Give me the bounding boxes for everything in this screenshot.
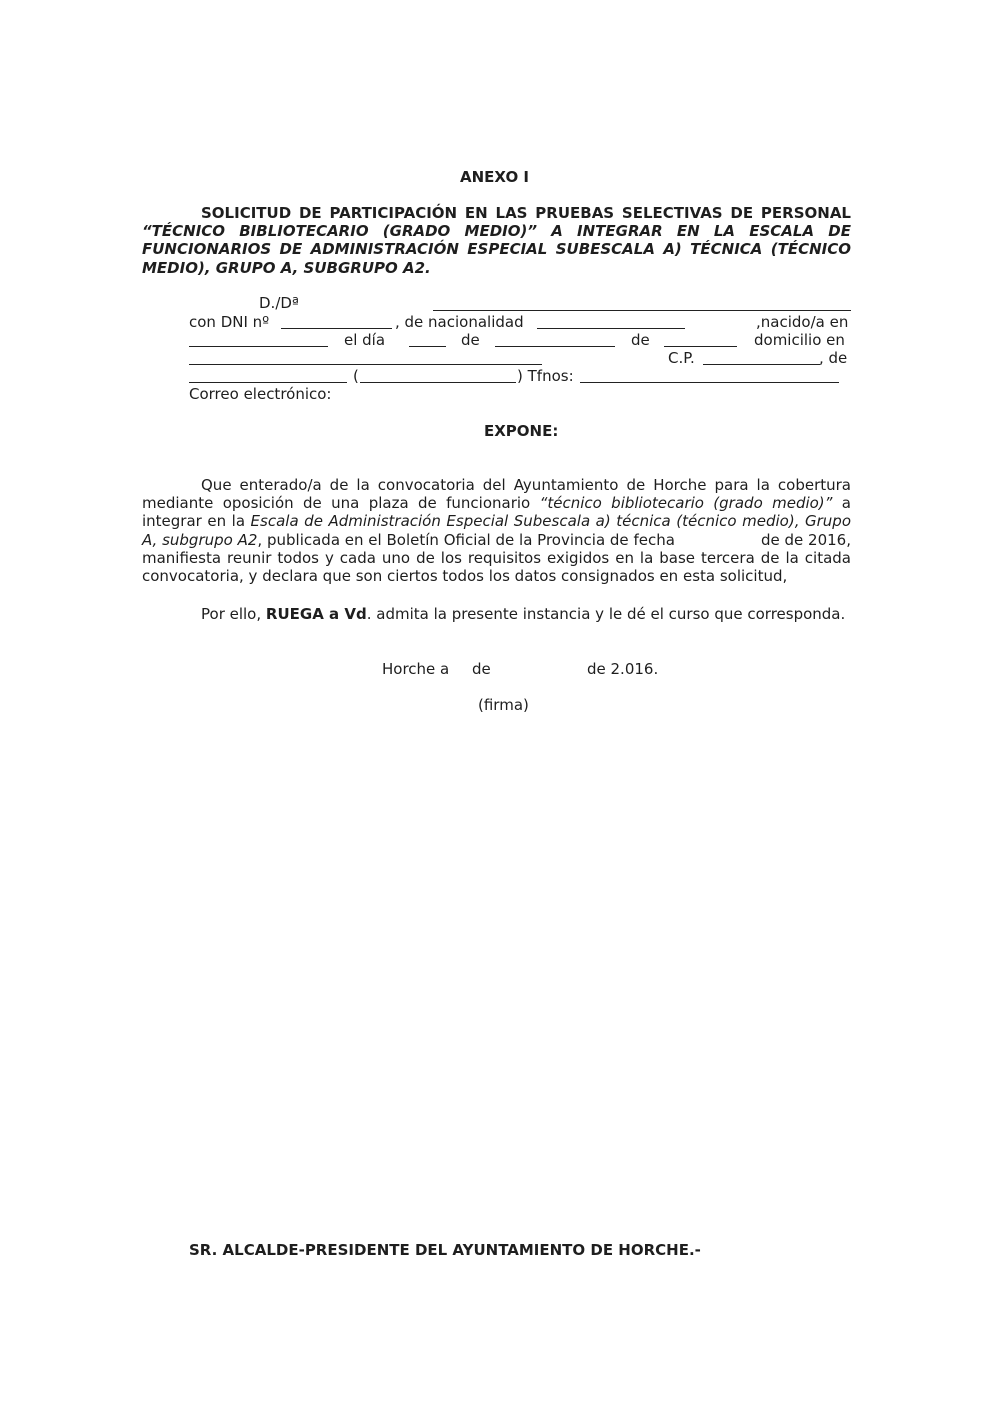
anio-field[interactable] bbox=[664, 346, 737, 347]
de-label-3: , de bbox=[819, 349, 848, 367]
page-title: ANEXO I bbox=[460, 168, 529, 186]
solicitud-heading bbox=[142, 204, 851, 277]
dni-label: con DNI nº bbox=[189, 313, 270, 331]
de-label-2: de bbox=[631, 331, 650, 349]
mes-field[interactable] bbox=[495, 346, 615, 347]
dni-field[interactable] bbox=[281, 328, 392, 329]
paren-open: ( bbox=[353, 367, 359, 385]
expone-text-e: , publicada en el Boletín Oficial de la Provincia de fecha de de 2016, manifiesta reunir todos y cada uno de los requisitos exigidos en la base tercera de la citada convocatoria, y declara que son ciertos todos los datos consignados en esta solicitud, bbox=[142, 530, 851, 586]
el-dia-label: el día bbox=[344, 331, 386, 349]
nacionalidad-field[interactable] bbox=[537, 328, 685, 329]
dd-label: D./Dª bbox=[259, 294, 299, 312]
destinatario: SR. ALCALDE-PRESIDENTE DEL AYUNTAMIENTO DE HORCHE.- bbox=[189, 1241, 701, 1259]
solicitud-italic: “TÉCNICO BIBLIOTECARIO (GRADO MEDIO)” A INTEGRAR EN LA ESCALA DE FUNCIONARIOS DE ADMINISTRACIÓN ESPECIAL SUBESCALA A) TÉCNICA (TÉCNICO MEDIO), GRUPO A, SUBGRUPO A2. bbox=[142, 222, 851, 277]
localidad-field[interactable] bbox=[189, 382, 347, 383]
firma-label: (firma) bbox=[478, 696, 529, 714]
correo-label: Correo electrónico: bbox=[189, 385, 332, 403]
nacionalidad-label: , de nacionalidad bbox=[395, 313, 524, 331]
expone-body bbox=[142, 476, 851, 585]
expone-paragraph bbox=[142, 476, 851, 585]
fecha-place: Horche a bbox=[382, 660, 450, 678]
expone-text-c: a integrar en la bbox=[142, 494, 851, 531]
expone-heading: EXPONE: bbox=[484, 422, 559, 440]
nacido-label: ,nacido/a en bbox=[756, 313, 849, 331]
nacimiento-lugar-field[interactable] bbox=[189, 346, 328, 347]
domicilio-field[interactable] bbox=[189, 364, 542, 365]
provincia-field[interactable] bbox=[360, 382, 516, 383]
fecha-de-1: de bbox=[472, 660, 491, 678]
ruega-text-b: RUEGA a Vd bbox=[265, 605, 367, 623]
expone-text-d: Escala de Administración Especial Subescala a) técnica (técnico medio), Grupo A, subgrupo A2 bbox=[142, 512, 851, 549]
dia-field[interactable] bbox=[409, 346, 446, 347]
solicitud-lead: SOLICITUD DE PARTICIPACIÓN EN LAS PRUEBAS SELECTIVAS DE PERSONAL bbox=[201, 204, 851, 222]
tfnos-label: ) Tfnos: bbox=[517, 367, 574, 385]
telefono-field[interactable] bbox=[580, 382, 839, 383]
ruega-text-c: . admita la presente instancia y le dé el curso que corresponda. bbox=[366, 605, 846, 623]
ruega-text-a: Por ello, bbox=[201, 605, 266, 623]
cp-label: C.P. bbox=[668, 349, 695, 367]
de-label-1: de bbox=[461, 331, 480, 349]
expone-text-a: Que enterado/a de la convocatoria del Ayuntamiento de Horche para la cobertura mediante oposición de una plaza de funcionario bbox=[142, 476, 851, 513]
domicilio-label: domicilio en bbox=[754, 331, 845, 349]
expone-text-b: “técnico bibliotecario (grado medio)” bbox=[539, 494, 833, 513]
name-field[interactable] bbox=[433, 310, 851, 311]
cp-field[interactable] bbox=[703, 364, 820, 365]
ruega-paragraph bbox=[201, 605, 845, 623]
fecha-de-2: de 2.016. bbox=[587, 660, 659, 678]
